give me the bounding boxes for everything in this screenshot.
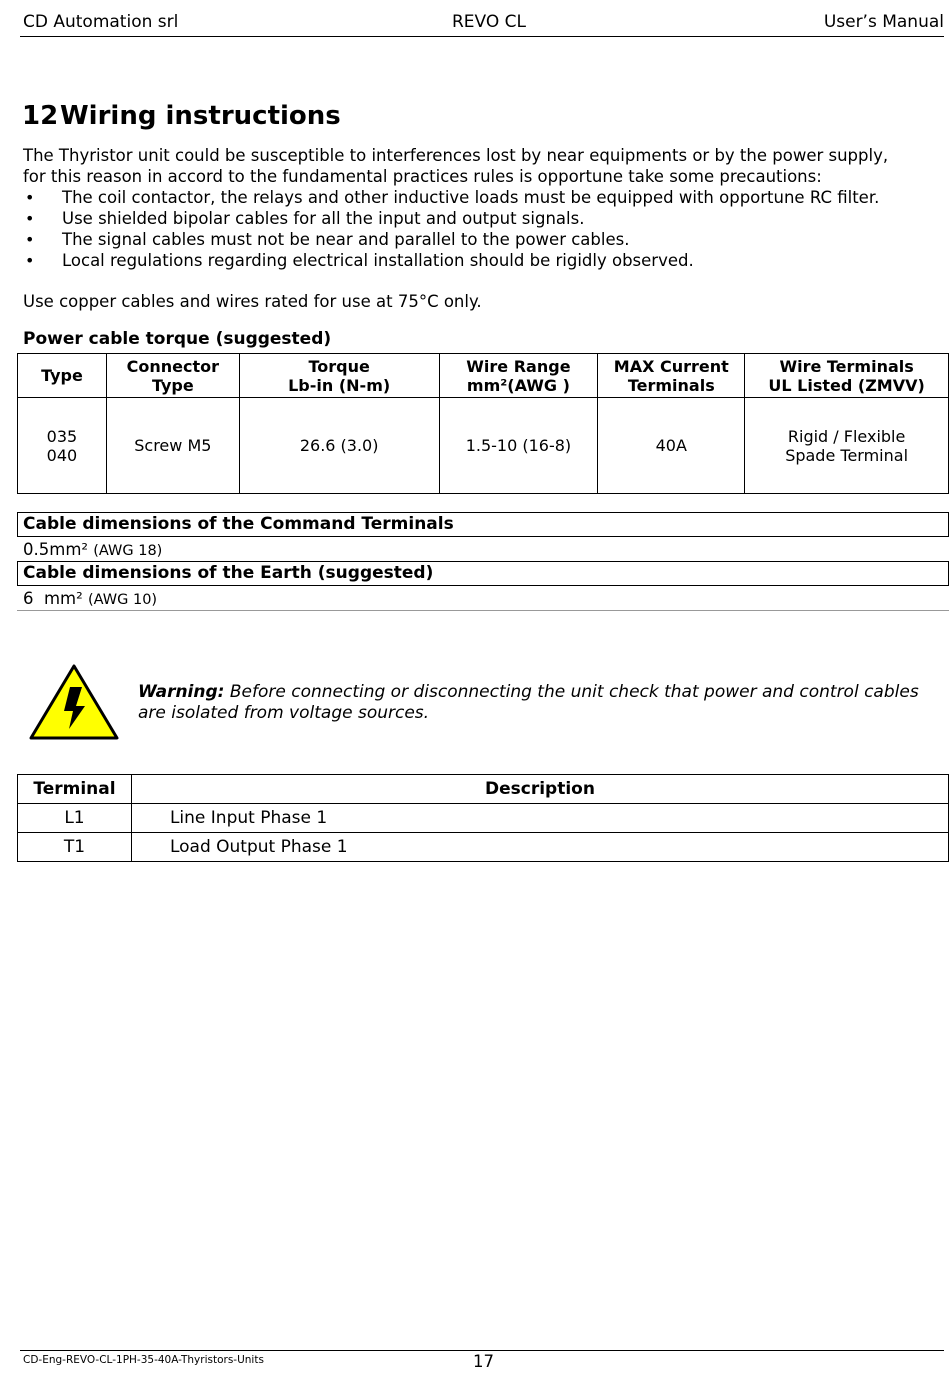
table-row (18, 398, 949, 494)
page-number: 17 (473, 1352, 494, 1371)
earth-cable-title: Cable dimensions of the Earth (suggested) (23, 563, 434, 583)
header-text: Terminals (627, 375, 715, 395)
header-divider (20, 36, 944, 37)
header-text: Type (151, 375, 194, 395)
section-divider (17, 610, 949, 611)
torque-table-title: Power cable torque (suggested) (23, 329, 332, 349)
command-cable-awg: (AWG 18) (93, 543, 163, 559)
section-number: 12 (22, 101, 59, 131)
intro-paragraph (23, 145, 948, 187)
cell-text: Rigid / Flexible (787, 426, 906, 446)
footer-doc-code: CD-Eng-REVO-CL-1PH-35-40A-Thyristors-Units (23, 1354, 264, 1366)
cell-max-current: 40A (598, 398, 745, 494)
table-header-row (18, 354, 949, 398)
cell-description: Load Output Phase 1 (131, 833, 948, 862)
cell-description: Line Input Phase 1 (131, 804, 948, 833)
cell-connector: Screw M5 (106, 398, 239, 494)
list-item: • The coil contactor, the relays and other inductive loads must be equipped with opportune RC filter. (23, 187, 879, 208)
earth-cable-size: 6 mm² (23, 589, 83, 608)
footer-divider (20, 1350, 944, 1351)
header-text: Wire Range (466, 356, 571, 376)
command-cable-size: 0.5mm² (23, 540, 89, 559)
column-header-terminal: Terminal (18, 775, 132, 804)
table-row (18, 804, 949, 833)
command-cable-title: Cable dimensions of the Command Terminals (23, 514, 454, 534)
cell-type (18, 398, 107, 494)
header-company: CD Automation srl (23, 12, 179, 32)
warning-message: Before connecting or disconnecting the unit check that power and control cables are isolated from voltage sources. (138, 682, 919, 723)
cell-text: Spade Terminal (785, 445, 909, 465)
header-text: Connector (126, 356, 220, 376)
column-header-wire-range (439, 354, 598, 398)
intro-line: for this reason in accord to the fundamental practices rules is opportune take some precautions: (23, 167, 822, 186)
command-cable-title-box (17, 512, 949, 537)
cell-wire-range: 1.5-10 (16-8) (439, 398, 598, 494)
table-header-row (18, 775, 949, 804)
earth-cable-awg: (AWG 10) (88, 592, 158, 608)
header-text: UL Listed (ZMVV) (768, 375, 925, 395)
earth-cable-value (23, 589, 157, 608)
list-item: • The signal cables must not be near and parallel to the power cables. (23, 229, 879, 250)
intro-line: The Thyristor unit could be susceptible to interferences lost by near equipments or by the power supply, (23, 146, 889, 165)
column-header-torque (239, 354, 439, 398)
terminal-table (17, 774, 949, 862)
header-product: REVO CL (452, 12, 527, 32)
column-header-description: Description (131, 775, 948, 804)
cell-terminal: T1 (18, 833, 132, 862)
copper-note: Use copper cables and wires rated for use at 75°C only. (23, 292, 482, 311)
header-text: Torque (308, 356, 370, 376)
list-item: • Use shielded bipolar cables for all the input and output signals. (23, 208, 879, 229)
table-row (18, 833, 949, 862)
cell-torque: 26.6 (3.0) (239, 398, 439, 494)
high-voltage-warning-icon (28, 663, 120, 745)
earth-cable-title-box (17, 561, 949, 586)
section-heading (22, 101, 341, 131)
warning-label: Warning: (138, 682, 225, 702)
column-header-connector (106, 354, 239, 398)
warning-text (138, 682, 948, 724)
header-text: mm²(AWG ) (466, 375, 570, 395)
torque-table (17, 353, 949, 494)
header-text: MAX Current (613, 356, 729, 376)
column-header-wire-terminals (745, 354, 949, 398)
column-header-max-current (598, 354, 745, 398)
command-cable-value (23, 540, 162, 559)
header-text: Wire Terminals (779, 356, 914, 376)
cell-terminal: L1 (18, 804, 132, 833)
header-manual: User’s Manual (823, 12, 944, 32)
section-title: Wiring instructions (60, 101, 341, 131)
cell-wire-terminals (745, 398, 949, 494)
cell-text: 035 (46, 426, 78, 446)
list-item: • Local regulations regarding electrical installation should be rigidly observed. (23, 250, 879, 271)
precautions-list (23, 187, 879, 271)
header-text: Type (41, 366, 83, 385)
column-header-type (18, 354, 107, 398)
cell-text: 040 (46, 445, 78, 465)
header-text: Lb-in (N-m) (288, 375, 391, 395)
